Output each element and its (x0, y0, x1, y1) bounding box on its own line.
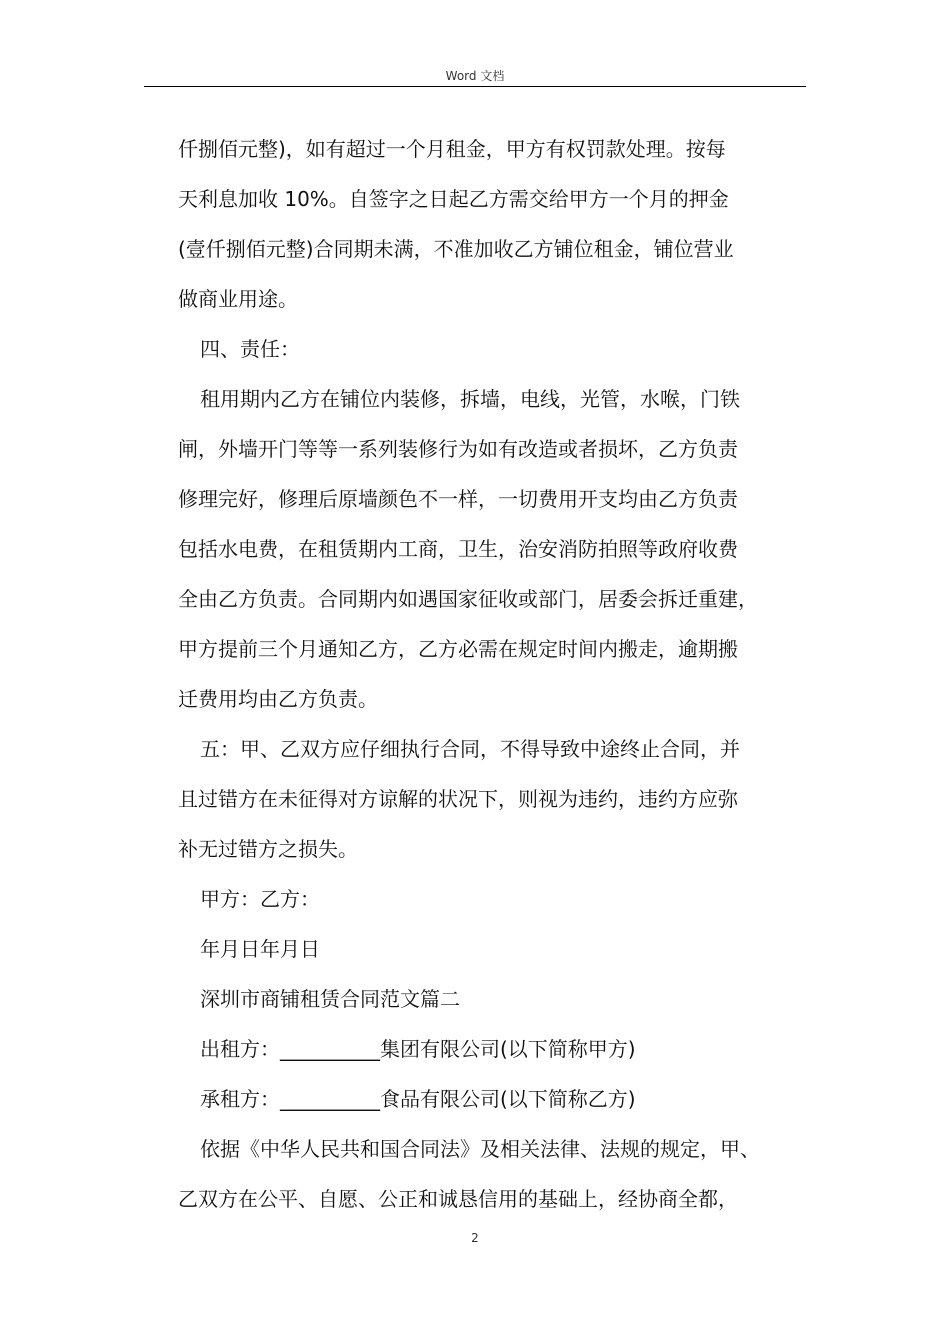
signature-parties: 甲方：乙方： (200, 887, 320, 911)
page-number: 2 (471, 1231, 479, 1245)
text-line: 天利息加收 10%。自签字之日起乙方需交给甲方一个月的押金 (178, 187, 729, 211)
text-line: 乙双方在公平、自愿、公正和诚恳信用的基础上，经协商全都， (178, 1187, 738, 1211)
section-title: 深圳市商铺租赁合同范文篇二 (200, 987, 460, 1011)
header-rule (144, 86, 806, 87)
text-line: 修理完好，修理后原墙颜色不一样，一切费用开支均由乙方负责 (178, 487, 738, 511)
text-line: (壹仟捌佰元整)合同期未满，不准加收乙方铺位租金，铺位营业 (178, 237, 734, 261)
text-line: 全由乙方负责。合同期内如遇国家征收或部门，居委会拆迁重建， (178, 587, 758, 611)
lessee-line: 承租方：__________食品有限公司(以下简称乙方) (200, 1087, 636, 1111)
text-line: 做商业用途。 (178, 287, 298, 311)
lessor-line: 出租方：__________集团有限公司(以下简称甲方) (200, 1037, 636, 1061)
text-line: 包括水电费，在租赁期内工商，卫生，治安消防拍照等政府收费 (178, 537, 738, 561)
text-line: 迁费用均由乙方负责。 (178, 687, 378, 711)
document-body (178, 124, 828, 1224)
header-title: Word 文档 (445, 69, 505, 83)
text-line: 依据《中华人民共和国合同法》及相关法律、法规的规定，甲、 (200, 1137, 760, 1161)
text-line: 租用期内乙方在铺位内装修，拆墙，电线，光管，水喉，门铁 (200, 387, 740, 411)
text-line: 且过错方在未征得对方谅解的状况下，则视为违约，违约方应弥 (178, 787, 738, 811)
signature-dates: 年月日年月日 (200, 937, 320, 961)
section-heading: 四、责任： (200, 337, 300, 361)
text-line: 甲方提前三个月通知乙方，乙方必需在规定时间内搬走，逾期搬 (178, 637, 738, 661)
text-line: 仟捌佰元整)，如有超过一个月租金，甲方有权罚款处理。按每 (178, 137, 726, 161)
text-line: 补无过错方之损失。 (178, 837, 358, 861)
text-line: 闸，外墙开门等等一系列装修行为如有改造或者损坏，乙方负责 (178, 437, 738, 461)
text-line: 五：甲、乙双方应仔细执行合同，不得导致中途终止合同，并 (200, 737, 740, 761)
